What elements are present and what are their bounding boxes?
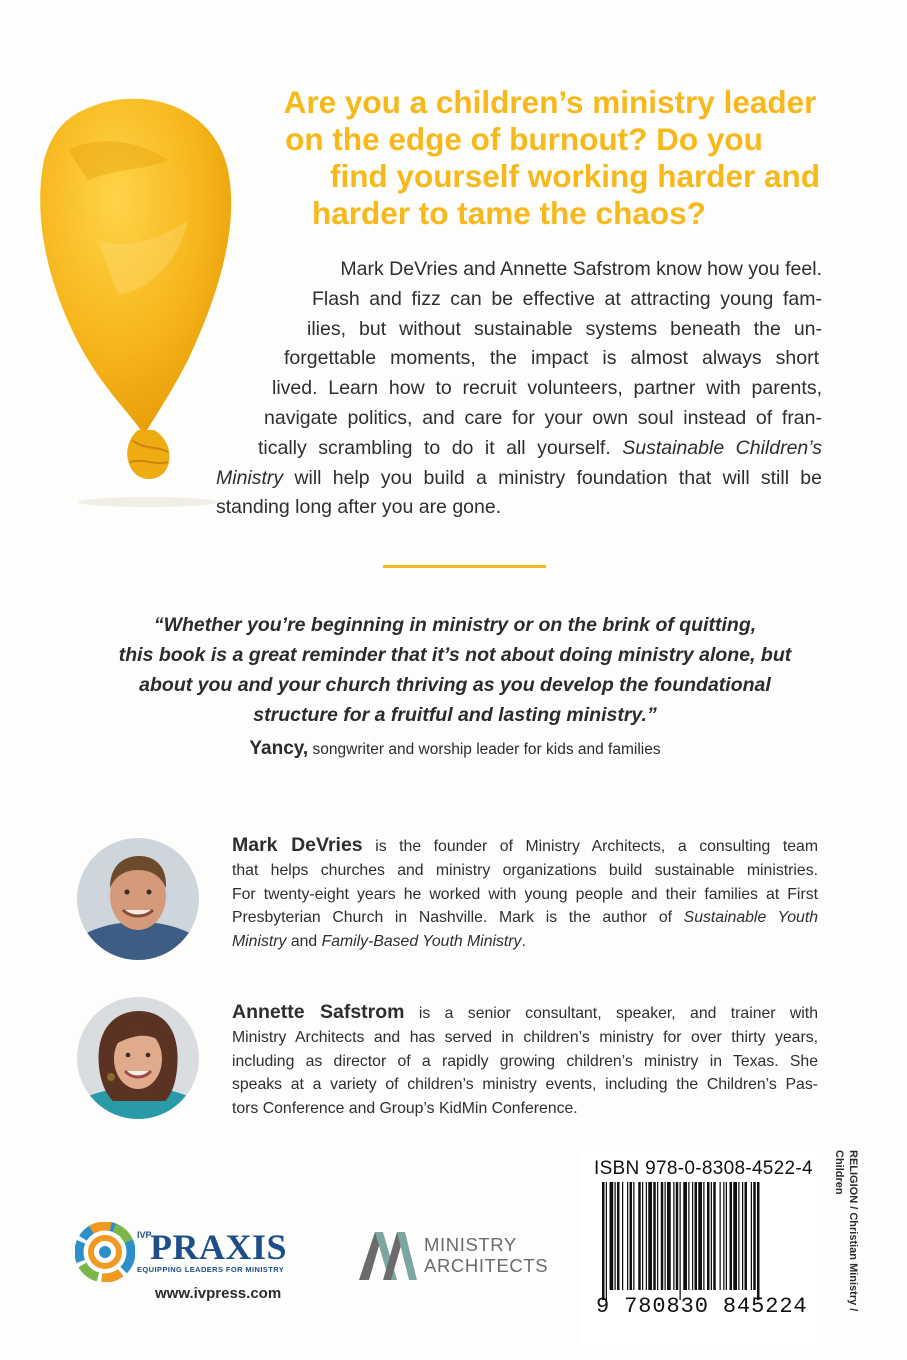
bio-line: Ministry Architects and has served in children’s ministry for over thirty years, xyxy=(232,1028,818,1046)
blurb-text: will help you build a ministry foundation that will still be xyxy=(294,466,822,489)
barcode-bar xyxy=(703,1182,704,1290)
barcode-bar xyxy=(723,1182,724,1290)
barcode-bar xyxy=(698,1182,702,1290)
bio-line xyxy=(232,834,818,859)
bio-line: For twenty-eight years he worked with young people and their families at First xyxy=(232,885,818,903)
book-title: Sustainable Children’s xyxy=(622,436,822,459)
barcode-bar xyxy=(622,1182,623,1290)
deflated-balloon-image xyxy=(28,90,238,510)
blurb-line xyxy=(258,434,822,464)
book-title: Sustainable Youth xyxy=(683,909,819,927)
barcode-bar xyxy=(692,1182,693,1290)
headline-line: harder to tame the chaos? xyxy=(312,195,706,231)
barcode-bar xyxy=(707,1182,710,1290)
blurb-line: ilies, but without sustainable systems beneath the un- xyxy=(307,317,822,340)
bio-line: speaks at a variety of children’s ministry events, including the Children’s Pas- xyxy=(232,1076,818,1094)
ivp-label: IVP xyxy=(137,1230,152,1240)
author-bio-annette xyxy=(232,1001,818,1121)
ministry-architects-logo-icon xyxy=(357,1226,419,1282)
barcode-bar xyxy=(680,1182,681,1300)
barcode-bar xyxy=(615,1182,616,1290)
author-photo-annette xyxy=(77,997,199,1119)
headline-line: on the edge of burnout? Do you xyxy=(285,121,763,157)
book-title: Family-Based Youth Ministry xyxy=(321,933,522,951)
blurb-line: navigate politics, and care for your own soul instead of fran- xyxy=(264,406,822,429)
book-description xyxy=(212,255,822,523)
barcode-bar xyxy=(738,1182,739,1290)
barcode-bar xyxy=(610,1182,614,1290)
barcode-bar xyxy=(602,1182,605,1300)
bio-line: tors Conference and Group’s KidMin Conference. xyxy=(232,1100,578,1118)
headline xyxy=(240,84,860,232)
barcode-bar xyxy=(720,1182,721,1290)
quote-line: about you and your church thriving as you develop the foundational xyxy=(139,674,771,696)
barcode-bar xyxy=(757,1182,760,1300)
headline-line: find yourself working harder and xyxy=(329,158,821,194)
headline-line: Are you a children’s ministry leader xyxy=(283,84,817,120)
barcode-bar xyxy=(751,1182,752,1290)
barcode-bar xyxy=(733,1182,737,1290)
ma-line: MINISTRY xyxy=(424,1234,517,1255)
bio-text: and xyxy=(290,933,318,951)
publisher-website: www.ivpress.com xyxy=(155,1285,282,1302)
barcode-bar xyxy=(745,1182,748,1290)
bio-line xyxy=(232,906,818,930)
bio-text: is the founder of Ministry Architects, a consulting team xyxy=(375,838,818,855)
barcode-bar xyxy=(657,1182,658,1290)
bio-text: . xyxy=(521,933,526,951)
barcode-bar xyxy=(683,1182,687,1290)
barcode-digits: 9 780830 845224 xyxy=(596,1294,808,1319)
blurb-text: tically scrambling to do it all yourself. xyxy=(258,436,611,459)
barcode-bar xyxy=(726,1182,727,1290)
barcode-bar xyxy=(661,1182,664,1290)
quote-line: this book is a great reminder that it’s not about doing ministry alone, but xyxy=(118,644,792,666)
barcode-bar xyxy=(642,1182,643,1290)
blurb-line: Flash and fizz can be effective at attracting young fam- xyxy=(312,287,822,310)
bio-line: that helps churches and ministry organizations build sustainable ministries. xyxy=(232,861,818,879)
endorsement-attribution xyxy=(60,738,850,760)
barcode-bar xyxy=(711,1182,712,1290)
barcode-bar xyxy=(633,1182,634,1290)
quote-line: structure for a fruitful and lasting ministry.” xyxy=(253,704,657,726)
barcode-bar xyxy=(730,1182,733,1290)
barcode-bar xyxy=(627,1182,628,1290)
barcode-bar xyxy=(646,1182,647,1290)
bio-line: including as director of a rapidly growing children’s ministry in Texas. She xyxy=(232,1052,818,1070)
blurb-line: standing long after you are gone. xyxy=(216,496,502,519)
bio-line xyxy=(232,1001,818,1026)
author-bio-mark xyxy=(232,834,818,954)
endorser-name: Yancy, xyxy=(249,738,309,759)
barcode-bar xyxy=(713,1182,716,1290)
blurb-line: forgettable moments, the impact is almost always short xyxy=(284,347,819,370)
praxis-tagline: EQUIPPING LEADERS FOR MINISTRY xyxy=(137,1265,285,1274)
blurb-line: Mark DeVries and Annette Safstrom know how you feel. xyxy=(340,258,822,280)
ma-line: ARCHITECTS xyxy=(424,1255,549,1276)
divider xyxy=(383,565,546,568)
barcode-bar xyxy=(676,1182,679,1290)
bio-text: is a senior consultant, speaker, and trainer with xyxy=(418,1005,818,1022)
barcode-bar xyxy=(653,1182,656,1290)
bio-text: Presbyterian Church in Nashville. Mark is the author of xyxy=(232,909,673,927)
barcode-bar xyxy=(606,1182,607,1300)
category-line: RELIGION / Christian Ministry / xyxy=(847,1150,859,1312)
quote-line: “Whether you’re beginning in ministry or on the brink of quitting, xyxy=(153,614,757,636)
endorsement-quote xyxy=(60,610,850,730)
author-name: Mark DeVries xyxy=(232,834,363,856)
ivp-praxis-logo-icon xyxy=(75,1222,135,1282)
isbn-number: ISBN 978-0-8308-4522-4 xyxy=(594,1158,813,1179)
barcode-bar xyxy=(630,1182,633,1290)
praxis-wordmark: PRAXIS xyxy=(150,1227,288,1267)
author-photo-mark xyxy=(77,838,199,960)
blurb-line: lived. Learn how to recruit volunteers, partner with parents, xyxy=(272,377,822,400)
barcode-bar xyxy=(753,1182,756,1290)
blurb-line xyxy=(216,464,822,494)
barcode-bar xyxy=(688,1182,689,1290)
barcode-bar xyxy=(638,1182,641,1290)
barcode-bar xyxy=(742,1182,743,1290)
ministry-architects-wordmark xyxy=(424,1234,548,1276)
barcode-bar xyxy=(673,1182,674,1290)
author-name: Annette Safstrom xyxy=(232,1001,405,1023)
bisac-category xyxy=(832,1150,860,1350)
bio-line xyxy=(232,930,818,954)
barcode-bar xyxy=(665,1182,666,1290)
barcode-image xyxy=(600,1182,812,1300)
book-title: Ministry xyxy=(216,466,284,489)
book-title: Ministry xyxy=(232,933,287,951)
category-line: Children xyxy=(833,1150,845,1195)
endorser-role: songwriter and worship leader for kids and families xyxy=(312,741,661,758)
barcode-bar xyxy=(648,1182,652,1290)
barcode-bar xyxy=(695,1182,698,1290)
barcode-bar xyxy=(617,1182,620,1290)
barcode-bar xyxy=(667,1182,671,1290)
